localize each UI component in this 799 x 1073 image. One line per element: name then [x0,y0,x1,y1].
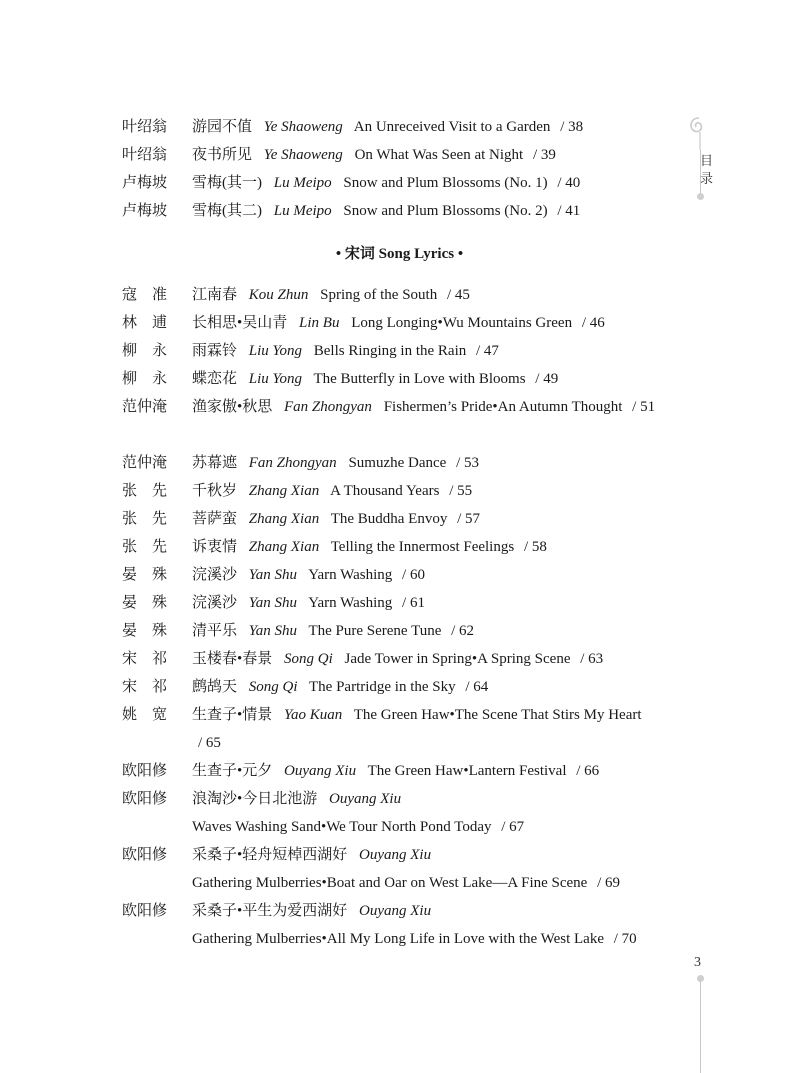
entry-author: 晏 殊 [122,595,168,611]
entry-english-title: An Unreceived Visit to a Garden [353,119,551,135]
entry-page: / 62 [451,623,475,639]
entry-chinese-title: 游园不值 [192,119,253,135]
entry-author-pinyin: Lu Meipo [273,203,332,219]
entry-english-title: Telling the Innermost Feelings [330,539,515,555]
entry-author-pinyin: Liu Yong [248,371,302,387]
entry-page: / 67 [501,819,525,835]
entry-chinese-title: 雨霖铃 [192,343,238,359]
entry-page: / 55 [449,483,473,499]
entry-author: 叶绍翁 [122,147,168,163]
entry-author-pinyin: Ye Shaoweng [263,147,343,163]
entry-author: 宋 祁 [122,651,168,667]
entry-english-title: Snow and Plum Blossoms (No. 1) [343,175,548,191]
entry-author-pinyin: Zhang Xian [248,539,320,555]
entry-page: / 65 [198,735,221,751]
entry-english-title: Jade Tower in Spring•A Spring Scene [344,651,571,667]
entry-chinese-title: 浪淘沙•今日北池游 [192,791,318,807]
entry-chinese-title: 雪梅(其一) [192,175,262,191]
entry-page: / 64 [465,679,489,695]
entry-author: 柳 永 [122,371,168,387]
entry-author-pinyin: Yan Shu [248,595,297,611]
entry-english-title: The Green Haw•Lantern Festival [367,763,567,779]
entry-page: / 47 [476,343,499,359]
entry-author-pinyin: Ouyang Xiu [359,903,432,919]
page-number: 3 [694,955,701,970]
entry-page: / 53 [456,455,479,471]
entry-english-title: Waves Washing Sand•We Tour North Pond Today [192,819,492,835]
entry-chinese-title: 长相思•吴山青 [192,315,288,331]
entry-author: 欧阳修 [122,791,168,807]
entry-english-title: On What Was Seen at Night [354,147,524,163]
entry-chinese-title: 诉衷情 [192,539,238,555]
entry-english-title: The Buddha Envoy [330,511,448,527]
entry-page: / 70 [613,931,637,947]
entry-english-title: The Pure Serene Tune [308,623,442,639]
entry-chinese-title: 渔家傲•秋思 [192,399,273,415]
entry-chinese-title: 苏幕遮 [192,455,238,471]
entry-english-title: Gathering Mulberries•Boat and Oar on West Lake—A Fine Scene [192,875,588,891]
entry-page: / 41 [557,203,581,219]
entry-page: / 63 [580,651,604,667]
entry-author-pinyin: Yan Shu [248,623,297,639]
entry-chinese-title: 清平乐 [192,623,238,639]
entry-author: 寇 准 [122,287,168,303]
margin-line-lower [700,982,701,1073]
entry-author: 欧阳修 [122,763,168,779]
entry-page: / 45 [446,287,470,303]
entry-author: 晏 殊 [122,623,168,639]
entry-author-pinyin: Kou Zhun [248,287,309,303]
entry-author: 宋 祁 [122,679,168,695]
entry-author: 晏 殊 [122,567,168,583]
entry-author: 卢梅坡 [122,175,168,191]
entry-english-title: Fishermen’s Pride•An Autumn Thought [383,399,623,415]
entry-chinese-title: 采桑子•轻舟短棹西湖好 [192,847,348,863]
entry-page: / 61 [402,595,425,611]
side-tab-char: 录 [700,171,714,186]
entry-english-title: The Butterfly in Love with Blooms [313,371,526,387]
entry-english-title: Bells Ringing in the Rain [313,343,467,359]
entry-author-pinyin: Ouyang Xiu [359,847,432,863]
entry-author-pinyin: Zhang Xian [248,483,320,499]
entry-chinese-title: 鹧鸪天 [192,679,238,695]
entry-author: 范仲淹 [122,399,168,415]
side-tab-contents [700,152,716,188]
entry-chinese-title: 生查子•情景 [192,707,273,723]
entry-english-title: Sumuzhe Dance [348,455,447,471]
entry-chinese-title: 夜书所见 [192,147,253,163]
entry-page: / 69 [597,875,621,891]
entry-author: 叶绍翁 [122,119,168,135]
entry-author: 卢梅坡 [122,203,168,219]
entry-chinese-title: 浣溪沙 [192,595,238,611]
entry-author: 张 先 [122,511,168,527]
entry-english-title: Long Longing•Wu Mountains Green [351,315,573,331]
entry-author-pinyin: Lin Bu [299,315,340,331]
entry-author: 柳 永 [122,343,168,359]
margin-dot-upper [697,193,704,200]
entry-author-pinyin: Song Qi [284,651,333,667]
entry-page: / 51 [632,399,656,415]
entry-page: / 60 [402,567,425,583]
entry-page: / 57 [457,511,481,527]
entry-chinese-title: 生查子•元夕 [192,763,273,779]
entry-author: 张 先 [122,483,168,499]
entry-chinese-title: 江南春 [192,287,238,303]
entry-author: 欧阳修 [122,847,168,863]
entry-page: / 58 [523,539,547,555]
entry-author-pinyin: Yao Kuan [284,707,343,723]
entry-author-pinyin: Zhang Xian [248,511,320,527]
entry-chinese-title: 玉楼春•春景 [192,651,273,667]
entry-page: / 39 [532,147,556,163]
entry-author-pinyin: Ouyang Xiu [284,763,357,779]
entry-author-pinyin: Fan Zhongyan [284,399,372,415]
entry-author: 范仲淹 [122,455,168,471]
entry-author: 张 先 [122,539,168,555]
entry-page: / 46 [581,315,605,331]
entry-chinese-title: 菩萨蛮 [192,511,238,527]
side-tab-char: 目 [700,153,714,168]
entry-english-title: Gathering Mulberries•All My Long Life in Love with the West Lake [192,931,605,947]
entry-english-title: The Partridge in the Sky [309,679,456,695]
entry-page: / 40 [557,175,581,191]
margin-dot-lower [697,975,704,982]
entry-author-pinyin: Yan Shu [248,567,297,583]
swirl-ornament-icon [683,112,713,152]
entry-page: / 49 [535,371,559,387]
entry-author-pinyin: Lu Meipo [273,175,332,191]
entry-author: 欧阳修 [122,903,168,919]
entry-author-pinyin: Ouyang Xiu [329,791,402,807]
entry-author-pinyin: Liu Yong [248,343,302,359]
entry-english-title: Yarn Washing [308,595,393,611]
entry-chinese-title: 雪梅(其二) [192,203,262,219]
entry-english-title: Spring of the South [320,287,438,303]
entry-english-title: Yarn Washing [308,567,393,583]
entry-chinese-title: 浣溪沙 [192,567,238,583]
section-heading-song-lyrics: • 宋词 Song Lyrics • [335,246,464,262]
entry-english-title: A Thousand Years [330,483,440,499]
entry-chinese-title: 蝶恋花 [192,371,238,387]
entry-author-pinyin: Song Qi [248,679,298,695]
entry-chinese-title: 千秋岁 [192,483,238,499]
entry-english-title: Snow and Plum Blossoms (No. 2) [343,203,548,219]
entry-english-title: The Green Haw•The Scene That Stirs My Heart [353,707,642,723]
entry-author-pinyin: Ye Shaoweng [263,119,343,135]
entry-page: / 66 [576,763,600,779]
entry-page: / 38 [560,119,584,135]
entry-author: 林 逋 [122,315,168,331]
entry-author-pinyin: Fan Zhongyan [248,455,337,471]
entry-chinese-title: 采桑子•平生为爱西湖好 [192,903,348,919]
entry-author: 姚 宽 [122,707,168,723]
